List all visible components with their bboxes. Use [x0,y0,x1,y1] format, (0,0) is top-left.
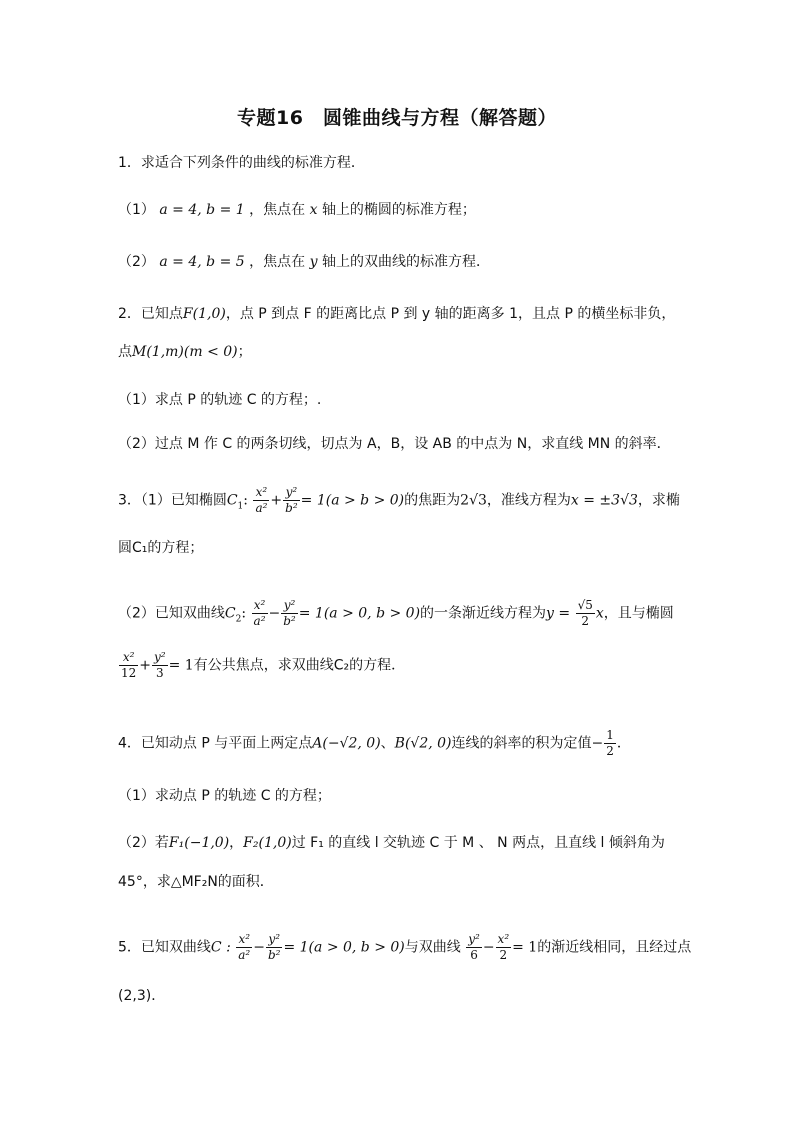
q2-part1: （1）求点 P 的轨迹 C 的方程；. [118,392,322,408]
fraction-x2-2: $\frac{\text{x²}}{2}$ [497,932,510,962]
q3-part1-line2: 圆C₁的方程； [118,540,204,556]
q4-part1: （1）求动点 P 的轨迹 C 的方程； [118,788,331,804]
q1-stem: 1．求适合下列条件的曲线的标准方程． [118,155,365,171]
fraction-y2-b2: $\frac{\text{y²}}{\text{b²}}$ [285,485,298,515]
fraction-x2-a2: $\frac{\text{x²}}{\text{a²}}$ [255,485,268,515]
fraction-y2-3: $\frac{\text{y²}}{3}$ [154,650,166,680]
q4-part2-line1: （2）若F₁(−1,0)，F₂(1,0)过 F₁ 的直线 l 交轨迹 C 于 M 、 N 两点，且直线 l 倾斜角为 [118,835,665,851]
q5-point: (2,3)． [118,988,166,1004]
q1-part1: （1） a = 4, b = 1 ，焦点在 x 轴上的椭圆的标准方程； [118,202,476,218]
fraction-sqrt5-2: $\frac{√5}{2}$ [577,598,593,628]
q4-stem: 4．已知动点 P 与平面上两定点A(−√2, 0)、B(√2, 0)连线的斜率的积为定值− $\frac{1}{2}$ ． [118,728,631,758]
fraction-x2-12: $\frac{\text{x²}}{12}$ [121,650,137,680]
q2-line2: 点M(1,m)(m < 0)； [118,344,252,360]
q1-part2: （2） a = 4, b = 5 ，焦点在 y 轴上的双曲线的标准方程． [118,254,490,270]
q3-part2-line2: $\frac{\text{x²}}{12}$ + $\frac{\text{y²}}{3}$ = 1有公共焦点，求双曲线C₂的方程． [121,650,406,680]
q3-part1-line1: 3．（1）已知椭圆$C_1$: $\frac{\text{x²}}{\text{a²}}$ + $\frac{\text{y²}}{\text{b²}}$ = 1(a > b > 0)的焦距为2√3，准线方程为x = ±3√3，求椭 [118,485,680,515]
q2-line1: 2．已知点F(1,0)，点 P 到点 F 的距离比点 P 到 y 轴的距离多 1，且点 P 的横坐标非负， [118,306,676,322]
document-title: 专题16 圆锥曲线与方程（解答题） [237,107,557,129]
fraction-y2-6: $\frac{\text{y²}}{6}$ [468,932,480,962]
q4-part2-line2: 45°，求△MF₂N的面积． [118,874,274,890]
q3-part2-line1: （2）已知双曲线$C_2$: $\frac{\text{x²}}{\text{a²}}$ − $\frac{\text{y²}}{\text{b²}}$ = 1(a > 0, b > 0)的一条渐近线方程为y = $\frac{√5}{2}$ x，且与椭圆 [118,598,674,628]
fraction-one-half: $\frac{1}{2}$ [606,728,614,758]
q2-part2: （2）过点 M 作 C 的两条切线，切点为 A，B，设 AB 的中点为 N，求直线 MN 的斜率． [118,436,671,452]
q5-stem: 5．已知双曲线C : $\frac{\text{x²}}{\text{a²}}$ − $\frac{\text{y²}}{\text{b²}}$ = 1(a > 0, b > 0)与双曲线 $\frac{\text{y²}}{6}$ − $\frac{\text{x²}}{2}$ = 1的渐近线相同，且经过点 [118,932,692,962]
